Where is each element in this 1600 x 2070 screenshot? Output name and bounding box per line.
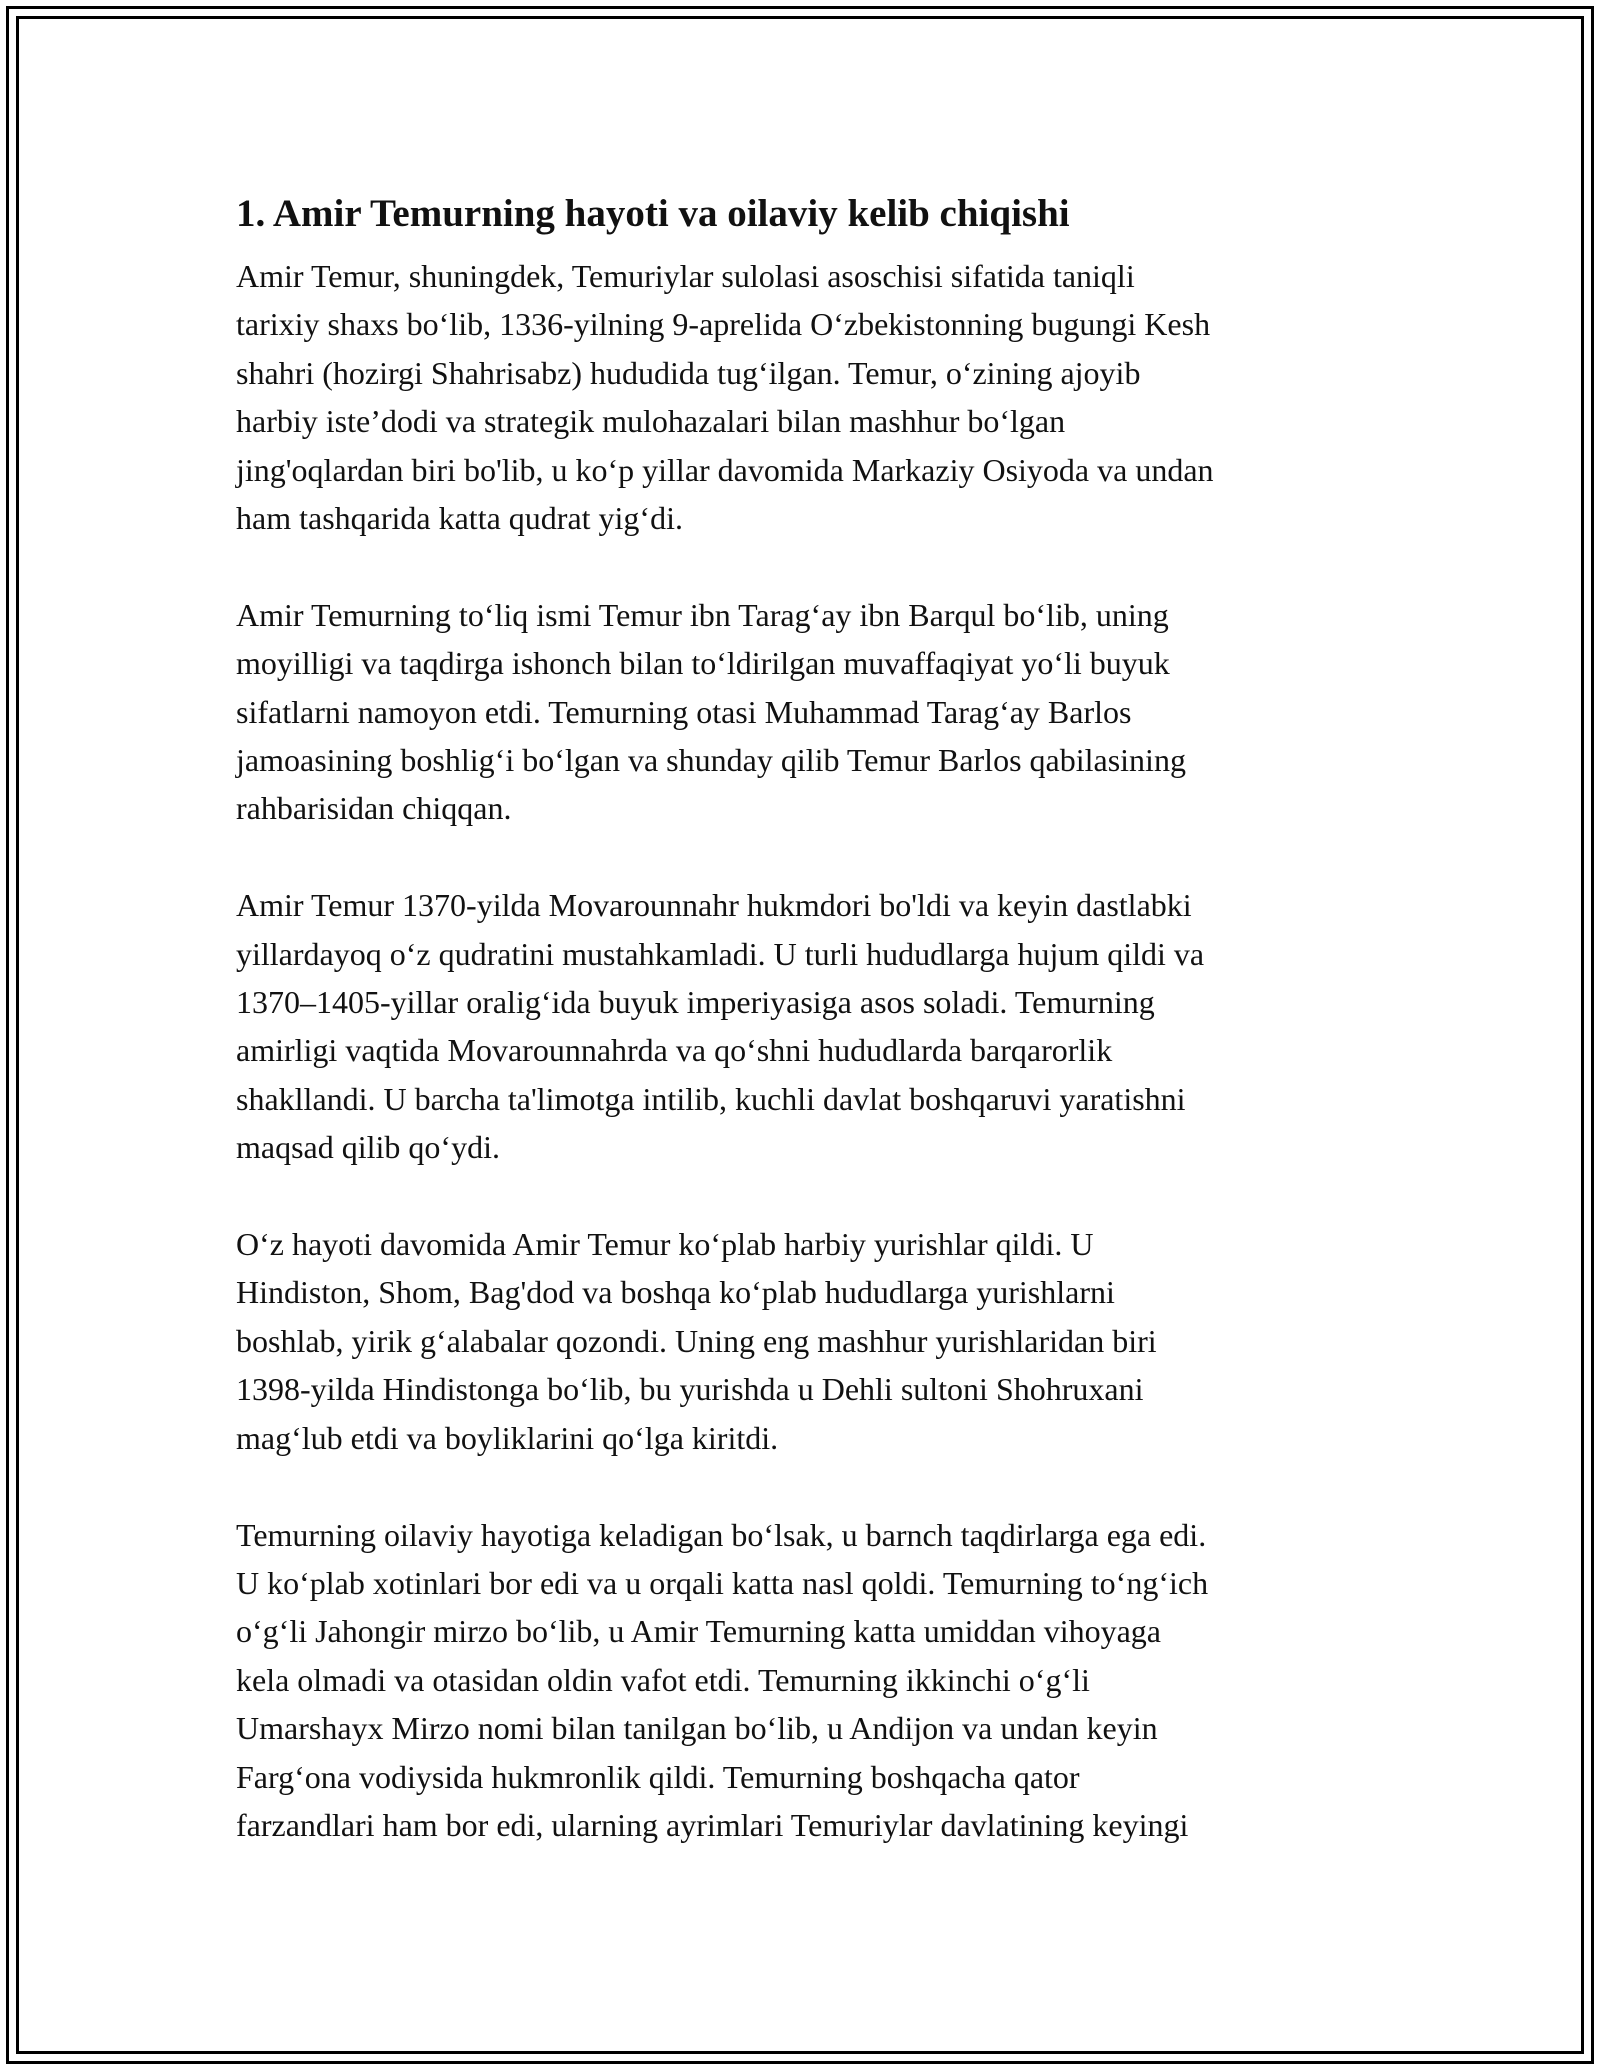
text-line: Amir Temurning to‘liq ismi Temur ibn Tarag‘ay ibn Barqul bo‘lib, uning <box>236 596 1169 633</box>
paragraph-2 <box>236 591 1386 833</box>
text-line: Temurning oilaviy hayotiga keladigan bo‘lsak, u barnch taqdirlarga ega edi. <box>236 1516 1207 1553</box>
text-line: Umarshayx Mirzo nomi bilan tanilgan bo‘lib, u Andijon va undan keyin <box>236 1710 1158 1747</box>
text-line: Amir Temur 1370-yilda Movarounnahr hukmdori bo'ldi va keyin dastlabki <box>236 887 1192 924</box>
text-line: farzandlari ham bor edi, ularning ayrimlari Temuriylar davlatining keyingi <box>236 1806 1189 1843</box>
text-line: shakllandi. U barcha ta'limotga intilib, kuchli davlat boshqaruvi yaratishni <box>236 1080 1186 1117</box>
paragraph-4 <box>236 1220 1386 1462</box>
document-body <box>236 188 1386 1898</box>
text-line: 1370–1405-yillar oralig‘ida buyuk imperiyasiga asos soladi. Temurning <box>236 984 1155 1021</box>
paragraph-5 <box>236 1511 1386 1850</box>
text-line: boshlab, yirik g‘alabalar qozondi. Uning eng mashhur yurishlaridan biri <box>236 1322 1157 1359</box>
text-line: 1398-yilda Hindistonga bo‘lib, bu yurishda u Dehli sultoni Shohruxani <box>236 1371 1144 1408</box>
text-line: shahri (hozirgi Shahrisabz) hududida tug‘ilgan. Temur, o‘zining ajoyib <box>236 354 1141 391</box>
text-line: U ko‘plab xotinlari bor edi va u orqali katta nasl qoldi. Temurning to‘ng‘ich <box>236 1564 1209 1601</box>
text-line: kela olmadi va otasidan oldin vafot etdi. Temurning ikkinchi o‘g‘li <box>236 1661 1090 1698</box>
text-line: O‘z hayoti davomida Amir Temur ko‘plab harbiy yurishlar qildi. U <box>236 1226 1094 1263</box>
text-line: o‘g‘li Jahongir mirzo bo‘lib, u Amir Temurning katta umiddan vihoyaga <box>236 1613 1161 1650</box>
text-line: amirligi vaqtida Movarounnahrda va qo‘shni hududlarda barqarorlik <box>236 1032 1113 1069</box>
text-line: maqsad qilib qo‘ydi. <box>236 1129 500 1166</box>
text-line: harbiy iste’dodi va strategik mulohazalari bilan mashhur bo‘lgan <box>236 403 1066 440</box>
text-line: moyilligi va taqdirga ishonch bilan to‘ldirilgan muvaffaqiyat yo‘li buyuk <box>236 645 1170 682</box>
text-line: Hindiston, Shom, Bag'dod va boshqa ko‘plab hududlarga yurishlarni <box>236 1274 1115 1311</box>
paragraph-1 <box>236 252 1386 542</box>
text-line: rahbarisidan chiqqan. <box>236 790 512 827</box>
text-line: mag‘lub etdi va boyliklarini qo‘lga kiritdi. <box>236 1419 779 1456</box>
text-line: jamoasining boshlig‘i bo‘lgan va shunday qilib Temur Barlos qabilasining <box>236 742 1186 779</box>
text-line: Amir Temur, shuningdek, Temuriylar sulolasi asoschisi sifatida taniqli <box>236 258 1135 294</box>
section-heading: 1. Amir Temurning hayoti va oilaviy kelib chiqishi <box>236 192 1070 235</box>
text-line: Farg‘ona vodiysida hukmronlik qildi. Temurning boshqacha qator <box>236 1758 1080 1795</box>
paragraph-3 <box>236 881 1386 1171</box>
text-line: yillardayoq o‘z qudratini mustahkamladi. U turli hududlarga hujum qildi va <box>236 935 1205 972</box>
text-line: sifatlarni namoyon etdi. Temurning otasi Muhammad Tarag‘ay Barlos <box>236 693 1132 730</box>
text-line: tarixiy shaxs bo‘lib, 1336-yilning 9-aprelida O‘zbekistonning bugungi Kesh <box>236 306 1211 343</box>
text-line: ham tashqarida katta qudrat yig‘di. <box>236 500 683 537</box>
text-line: jing'oqlardan biri bo'lib, u ko‘p yillar davomida Markaziy Osiyoda va undan <box>236 451 1214 488</box>
